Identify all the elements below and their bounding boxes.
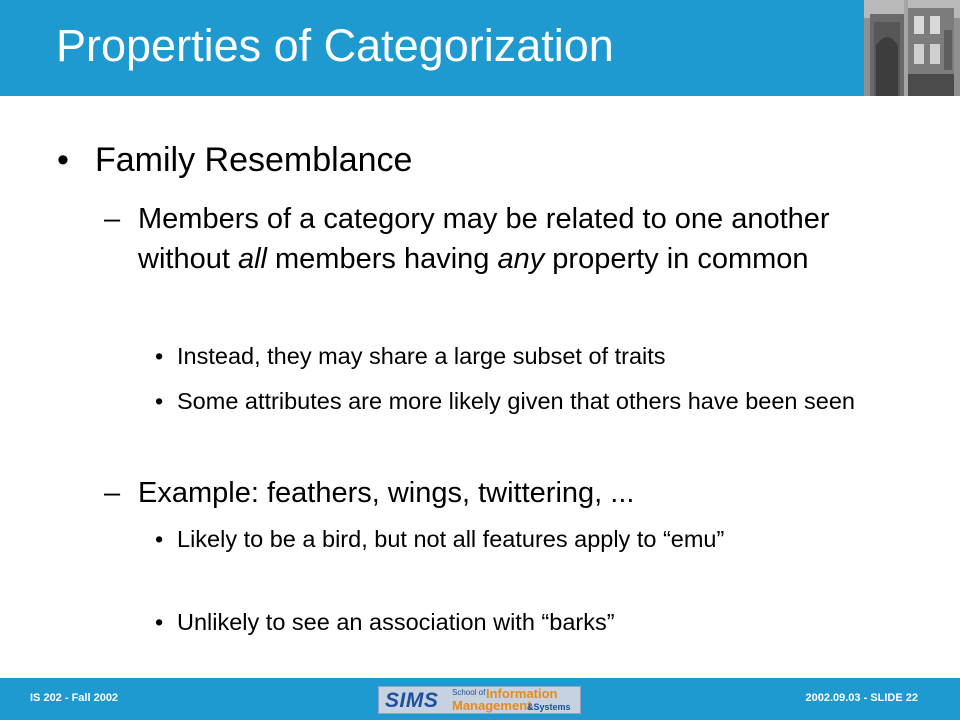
sims-logo-school-of: School of bbox=[452, 688, 486, 697]
list-item-text: Example: feathers, wings, twittering, ... bbox=[138, 477, 635, 509]
list-item-text: Members of a category may be related to one another without all members having any property in common bbox=[138, 203, 830, 275]
course-label: IS 202 - Fall 2002 bbox=[30, 692, 119, 704]
bullet-icon: • bbox=[155, 526, 164, 552]
building-photo-icon bbox=[864, 0, 960, 96]
list-item-text: Instead, they may share a large subset of traits bbox=[177, 343, 666, 369]
list-item bbox=[155, 523, 875, 555]
list-item bbox=[155, 606, 875, 638]
list-item-text: Family Resemblance bbox=[95, 141, 413, 179]
footer-bar bbox=[0, 678, 960, 720]
list-item-text: Some attributes are more likely given that others have been seen bbox=[177, 388, 855, 414]
dash-icon: – bbox=[104, 477, 121, 509]
list-item bbox=[104, 473, 884, 513]
title-bar bbox=[0, 0, 864, 96]
dash-icon: – bbox=[104, 203, 121, 235]
slide-title: Properties of Categorization bbox=[56, 20, 614, 71]
sims-logo-information: Information bbox=[486, 686, 558, 701]
list-item-text: Unlikely to see an association with “barks” bbox=[177, 609, 615, 635]
bullet-icon: • bbox=[155, 343, 164, 369]
list-item-text: Likely to be a bird, but not all features apply to “emu” bbox=[177, 526, 725, 552]
sims-logo-management: Management bbox=[452, 698, 532, 713]
sims-logo-word: SIMS bbox=[385, 689, 439, 712]
slide-number: 2002.09.03 - SLIDE 22 bbox=[805, 692, 918, 704]
bullet-icon: • bbox=[155, 388, 164, 414]
list-item bbox=[104, 199, 884, 279]
bullet-icon: • bbox=[155, 609, 164, 635]
sims-logo bbox=[378, 686, 581, 714]
sims-logo-systems: &Systems bbox=[527, 702, 571, 712]
list-item bbox=[155, 385, 875, 417]
list-item bbox=[155, 340, 875, 372]
bullet-icon: • bbox=[57, 141, 69, 179]
